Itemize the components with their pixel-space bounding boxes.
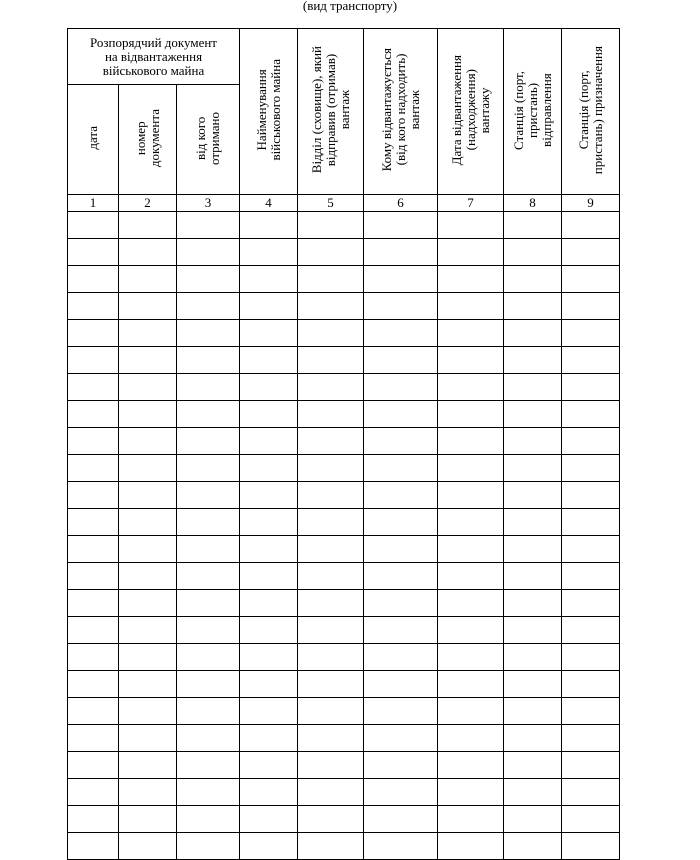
- table-cell: [298, 698, 364, 725]
- column-number: 8: [504, 195, 562, 212]
- table-cell: [119, 266, 177, 293]
- table-cell: [438, 725, 504, 752]
- table-cell: [364, 671, 438, 698]
- table-row: [68, 266, 620, 293]
- table-cell: [562, 671, 620, 698]
- table-cell: [177, 347, 240, 374]
- table-cell: [177, 401, 240, 428]
- table-cell: [177, 752, 240, 779]
- table-cell: [364, 617, 438, 644]
- transport-type-caption: (вид транспорту): [302, 0, 398, 13]
- table-cell: [119, 563, 177, 590]
- table-cell: [504, 563, 562, 590]
- table-cell: [119, 239, 177, 266]
- table-cell: [562, 644, 620, 671]
- table-cell: [298, 536, 364, 563]
- table-cell: [119, 779, 177, 806]
- table-cell: [68, 293, 119, 320]
- table-cell: [438, 212, 504, 239]
- table-cell: [298, 779, 364, 806]
- table-cell: [562, 455, 620, 482]
- table-cell: [298, 455, 364, 482]
- table-cell: [562, 401, 620, 428]
- column-number: 1: [68, 195, 119, 212]
- table-row: [68, 320, 620, 347]
- table-cell: [364, 725, 438, 752]
- table-cell: [240, 617, 298, 644]
- header-cargo-name: Найменування військового майна: [240, 29, 298, 195]
- table-cell: [504, 833, 562, 860]
- table-cell: [562, 779, 620, 806]
- table-cell: [68, 428, 119, 455]
- table-cell: [240, 563, 298, 590]
- table-cell: [68, 698, 119, 725]
- table-cell: [364, 698, 438, 725]
- table-row: [68, 374, 620, 401]
- table-row: [68, 779, 620, 806]
- table-cell: [119, 212, 177, 239]
- table-cell: [119, 752, 177, 779]
- table-row: [68, 347, 620, 374]
- table-cell: [68, 644, 119, 671]
- table-cell: [438, 401, 504, 428]
- table-cell: [438, 563, 504, 590]
- table-cell: [562, 428, 620, 455]
- table-cell: [298, 833, 364, 860]
- table-cell: [364, 833, 438, 860]
- table-cell: [240, 779, 298, 806]
- table-cell: [68, 752, 119, 779]
- table-cell: [562, 266, 620, 293]
- table-cell: [562, 536, 620, 563]
- table-cell: [68, 320, 119, 347]
- table-row: [68, 563, 620, 590]
- table-cell: [438, 806, 504, 833]
- table-cell: [438, 779, 504, 806]
- table-cell: [68, 563, 119, 590]
- table-row: [68, 428, 620, 455]
- table-cell: [504, 428, 562, 455]
- table-row: [68, 536, 620, 563]
- table-cell: [298, 617, 364, 644]
- table-cell: [298, 347, 364, 374]
- table-cell: [504, 455, 562, 482]
- table-row: [68, 509, 620, 536]
- table-cell: [240, 482, 298, 509]
- table-cell: [177, 482, 240, 509]
- table-cell: [438, 266, 504, 293]
- table-cell: [119, 617, 177, 644]
- table-cell: [438, 698, 504, 725]
- header-consignee: Кому відвантажується (від кого надходить) вантаж: [364, 29, 438, 195]
- table-cell: [504, 239, 562, 266]
- table-cell: [177, 428, 240, 455]
- table-cell: [364, 563, 438, 590]
- table-row: [68, 401, 620, 428]
- table-cell: [438, 644, 504, 671]
- column-number: 6: [364, 195, 438, 212]
- table-cell: [240, 239, 298, 266]
- table-cell: [177, 509, 240, 536]
- table-cell: [240, 752, 298, 779]
- table-row: [68, 644, 620, 671]
- table-cell: [68, 401, 119, 428]
- table-cell: [177, 455, 240, 482]
- table-cell: [177, 536, 240, 563]
- table-cell: [240, 590, 298, 617]
- table-cell: [504, 482, 562, 509]
- table-cell: [364, 347, 438, 374]
- table-cell: [240, 725, 298, 752]
- table-cell: [364, 752, 438, 779]
- table-cell: [364, 509, 438, 536]
- table-row: [68, 671, 620, 698]
- table-cell: [562, 212, 620, 239]
- table-row: [68, 590, 620, 617]
- table-cell: [119, 401, 177, 428]
- header-document-number: номер документа: [119, 85, 177, 195]
- table-row: [68, 617, 620, 644]
- table-cell: [438, 833, 504, 860]
- table-cell: [177, 725, 240, 752]
- table-cell: [298, 320, 364, 347]
- table-cell: [364, 266, 438, 293]
- table-cell: [364, 401, 438, 428]
- table-cell: [298, 725, 364, 752]
- table-cell: [240, 293, 298, 320]
- table-cell: [364, 374, 438, 401]
- table-cell: [240, 401, 298, 428]
- table-cell: [562, 833, 620, 860]
- table-cell: [298, 590, 364, 617]
- table-cell: [177, 644, 240, 671]
- table-cell: [68, 617, 119, 644]
- table-row: [68, 293, 620, 320]
- table-cell: [240, 644, 298, 671]
- table-cell: [504, 671, 562, 698]
- table-cell: [68, 725, 119, 752]
- table-cell: [68, 833, 119, 860]
- header-sending-department: Відділ (сховище), який відправив (отримав) вантаж: [298, 29, 364, 195]
- table-cell: [438, 752, 504, 779]
- table-cell: [298, 509, 364, 536]
- table-cell: [504, 752, 562, 779]
- table-cell: [364, 806, 438, 833]
- table-cell: [68, 239, 119, 266]
- header-shipment-date: Дата відвантаження (надходження) вантажу: [438, 29, 504, 195]
- table-cell: [438, 617, 504, 644]
- table-cell: [562, 347, 620, 374]
- table-cell: [562, 725, 620, 752]
- table-cell: [562, 239, 620, 266]
- table-cell: [177, 212, 240, 239]
- table-cell: [298, 428, 364, 455]
- table-cell: [504, 806, 562, 833]
- table-cell: [364, 536, 438, 563]
- table-cell: [298, 482, 364, 509]
- table-cell: [438, 536, 504, 563]
- table-cell: [119, 671, 177, 698]
- table-cell: [438, 482, 504, 509]
- table-cell: [177, 320, 240, 347]
- table-cell: [119, 374, 177, 401]
- table-cell: [68, 779, 119, 806]
- table-cell: [298, 239, 364, 266]
- order-document-group-header: Розпорядчий документ на відвантаження військового майна: [68, 29, 240, 85]
- header-document-date: дата: [68, 85, 119, 195]
- table-row: [68, 212, 620, 239]
- shipment-register-table: [67, 28, 620, 860]
- table-cell: [504, 266, 562, 293]
- table-cell: [504, 617, 562, 644]
- table-cell: [298, 401, 364, 428]
- table-cell: [364, 212, 438, 239]
- column-number-row: [68, 195, 620, 212]
- table-cell: [562, 806, 620, 833]
- table-cell: [504, 536, 562, 563]
- table-cell: [177, 266, 240, 293]
- table-cell: [562, 617, 620, 644]
- table-cell: [504, 509, 562, 536]
- table-cell: [438, 455, 504, 482]
- table-cell: [298, 806, 364, 833]
- table-cell: [364, 428, 438, 455]
- header-destination-station: Станція (порт, пристань) призначення: [562, 29, 620, 195]
- table-row: [68, 698, 620, 725]
- table-cell: [119, 536, 177, 563]
- table-cell: [438, 671, 504, 698]
- table-cell: [177, 563, 240, 590]
- table-cell: [562, 752, 620, 779]
- table-cell: [438, 509, 504, 536]
- table-cell: [177, 806, 240, 833]
- table-cell: [177, 779, 240, 806]
- table-cell: [68, 482, 119, 509]
- column-number: 7: [438, 195, 504, 212]
- header-departure-station: Станція (порт, пристань) відправлення: [504, 29, 562, 195]
- table-cell: [504, 644, 562, 671]
- table-cell: [119, 347, 177, 374]
- table-cell: [119, 482, 177, 509]
- table-cell: [562, 590, 620, 617]
- table-cell: [68, 806, 119, 833]
- table-cell: [298, 266, 364, 293]
- table-cell: [240, 347, 298, 374]
- table-cell: [177, 833, 240, 860]
- table-cell: [364, 644, 438, 671]
- table-cell: [240, 428, 298, 455]
- table-cell: [177, 293, 240, 320]
- table-cell: [438, 590, 504, 617]
- table-row: [68, 725, 620, 752]
- table-cell: [562, 320, 620, 347]
- table-cell: [119, 428, 177, 455]
- table-cell: [562, 374, 620, 401]
- table-cell: [68, 536, 119, 563]
- table-cell: [298, 374, 364, 401]
- table-cell: [68, 347, 119, 374]
- column-number: 4: [240, 195, 298, 212]
- table-cell: [119, 320, 177, 347]
- table-cell: [68, 590, 119, 617]
- table-cell: [68, 374, 119, 401]
- table-row: [68, 806, 620, 833]
- table-cell: [177, 590, 240, 617]
- table-cell: [562, 698, 620, 725]
- table-cell: [119, 590, 177, 617]
- table-cell: [177, 698, 240, 725]
- table-cell: [177, 374, 240, 401]
- table-cell: [438, 239, 504, 266]
- table-cell: [240, 671, 298, 698]
- table-cell: [364, 455, 438, 482]
- table-cell: [119, 455, 177, 482]
- table-cell: [177, 671, 240, 698]
- table-cell: [119, 698, 177, 725]
- table-cell: [438, 374, 504, 401]
- table-cell: [68, 455, 119, 482]
- table-cell: [298, 671, 364, 698]
- table-cell: [119, 293, 177, 320]
- table-cell: [119, 644, 177, 671]
- table-cell: [504, 293, 562, 320]
- table-row: [68, 752, 620, 779]
- table-cell: [504, 401, 562, 428]
- table-cell: [364, 239, 438, 266]
- table-cell: [119, 725, 177, 752]
- table-cell: [504, 698, 562, 725]
- table-cell: [240, 698, 298, 725]
- table-cell: [504, 590, 562, 617]
- column-number: 9: [562, 195, 620, 212]
- table-cell: [562, 509, 620, 536]
- column-number: 3: [177, 195, 240, 212]
- table-cell: [298, 752, 364, 779]
- table-cell: [438, 293, 504, 320]
- table-cell: [177, 617, 240, 644]
- table-cell: [68, 671, 119, 698]
- table-cell: [504, 320, 562, 347]
- table-row: [68, 455, 620, 482]
- table-cell: [240, 266, 298, 293]
- table-cell: [504, 374, 562, 401]
- table-cell: [504, 347, 562, 374]
- table-cell: [364, 590, 438, 617]
- header-received-from: від кого отримано: [177, 85, 240, 195]
- table-cell: [119, 833, 177, 860]
- table-cell: [240, 320, 298, 347]
- table-cell: [240, 374, 298, 401]
- table-cell: [68, 212, 119, 239]
- table-cell: [562, 563, 620, 590]
- table-cell: [438, 347, 504, 374]
- column-number: 2: [119, 195, 177, 212]
- table-row: [68, 239, 620, 266]
- table-cell: [298, 293, 364, 320]
- table-cell: [240, 806, 298, 833]
- table-cell: [240, 833, 298, 860]
- table-cell: [562, 482, 620, 509]
- table-cell: [504, 779, 562, 806]
- table-cell: [438, 428, 504, 455]
- table-cell: [68, 266, 119, 293]
- table-cell: [68, 509, 119, 536]
- table-row: [68, 482, 620, 509]
- table-cell: [504, 725, 562, 752]
- table-cell: [240, 509, 298, 536]
- table-cell: [119, 806, 177, 833]
- table-cell: [240, 536, 298, 563]
- table-cell: [438, 320, 504, 347]
- table-cell: [364, 320, 438, 347]
- table-cell: [177, 239, 240, 266]
- table-cell: [364, 482, 438, 509]
- table-cell: [504, 212, 562, 239]
- table-cell: [119, 509, 177, 536]
- table-cell: [364, 293, 438, 320]
- table-cell: [240, 212, 298, 239]
- table-row: [68, 833, 620, 860]
- table-cell: [364, 779, 438, 806]
- table-cell: [562, 293, 620, 320]
- table-cell: [298, 212, 364, 239]
- table-cell: [298, 563, 364, 590]
- table-cell: [240, 455, 298, 482]
- table-cell: [298, 644, 364, 671]
- column-number: 5: [298, 195, 364, 212]
